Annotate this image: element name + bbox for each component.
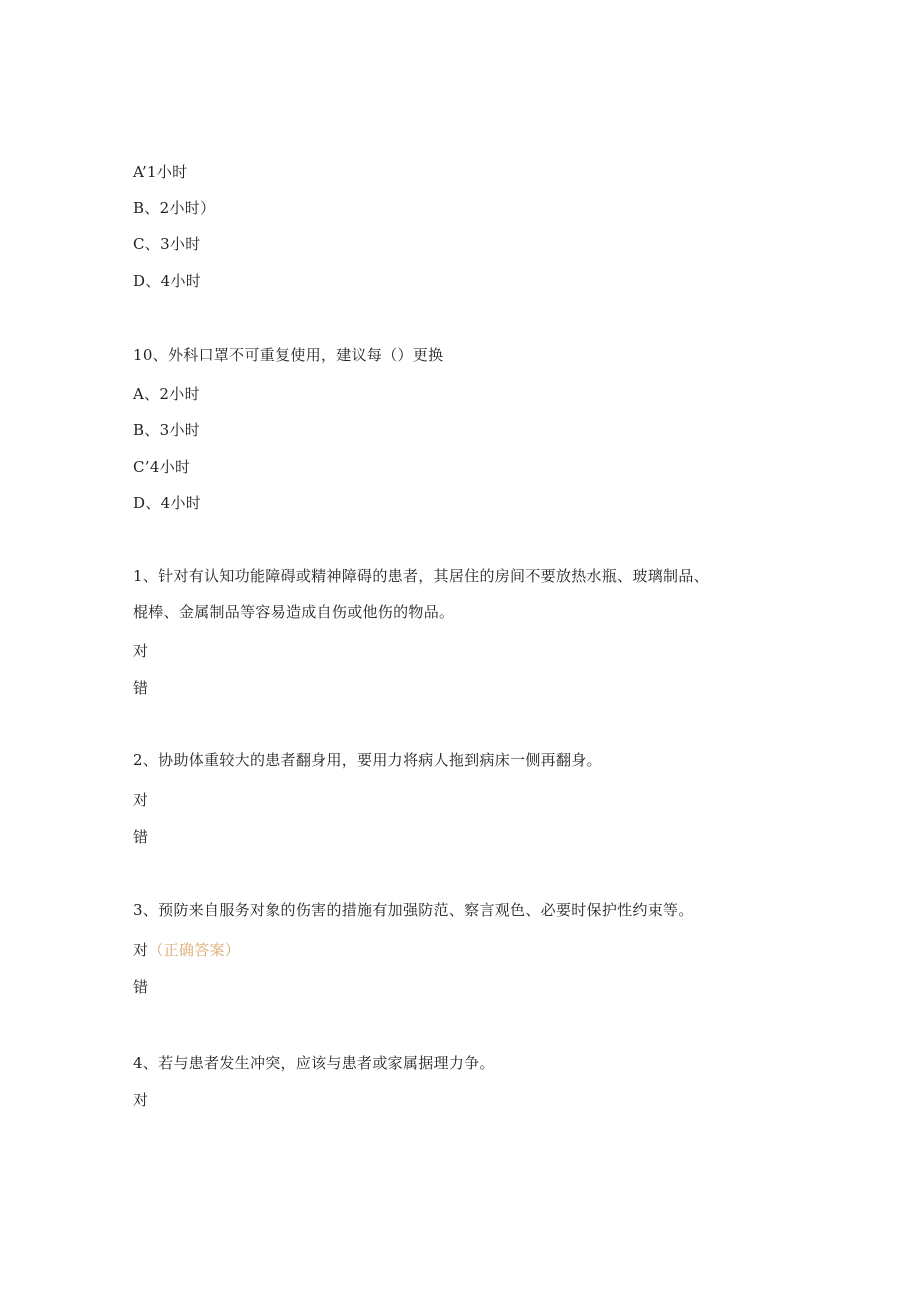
q10-option-c: C’4小时 [133, 458, 191, 476]
q10-option-d: D、4小时 [133, 494, 202, 512]
j1-option-true: 对 [133, 642, 149, 660]
q10-text: 10、外科口罩不可重复使用，建议每（）更换 [133, 346, 444, 364]
j1-text-line2: 棍棒、金属制品等容易造成自伤或他伤的物品。 [133, 603, 455, 621]
q10-option-a: A、2小时 [133, 385, 200, 403]
j3-option-true: 对 [133, 941, 149, 959]
j1-option-false: 错 [133, 679, 149, 697]
j3-text: 3、预防来自服务对象的伤害的措施有加强防范、察言观色、必要时保护性约束等。 [133, 901, 694, 919]
j4-text: 4、若与患者发生冲突，应该与患者或家属据理力争。 [133, 1054, 495, 1072]
q9-option-d: D、4小时 [133, 272, 202, 290]
j1-text-line1: 1、针对有认知功能障碍或精神障碍的患者，其居住的房间不要放热水瓶、玻璃制品、 [133, 567, 709, 585]
j2-option-false: 错 [133, 828, 149, 846]
j4-option-true: 对 [133, 1091, 149, 1109]
q10-option-b: B、3小时 [133, 421, 201, 439]
q9-option-c: C、3小时 [133, 235, 201, 253]
correct-answer-note: （正确答案） [148, 941, 241, 959]
j3-option-true-row [133, 940, 240, 960]
j2-text: 2、协助体重较大的患者翻身用，要用力将病人拖到病床一侧再翻身。 [133, 751, 602, 769]
q9-option-b: B、2小时） [133, 199, 216, 217]
j3-option-false: 错 [133, 978, 149, 996]
j2-option-true: 对 [133, 791, 149, 809]
q9-option-a: A’1小时 [133, 163, 188, 181]
